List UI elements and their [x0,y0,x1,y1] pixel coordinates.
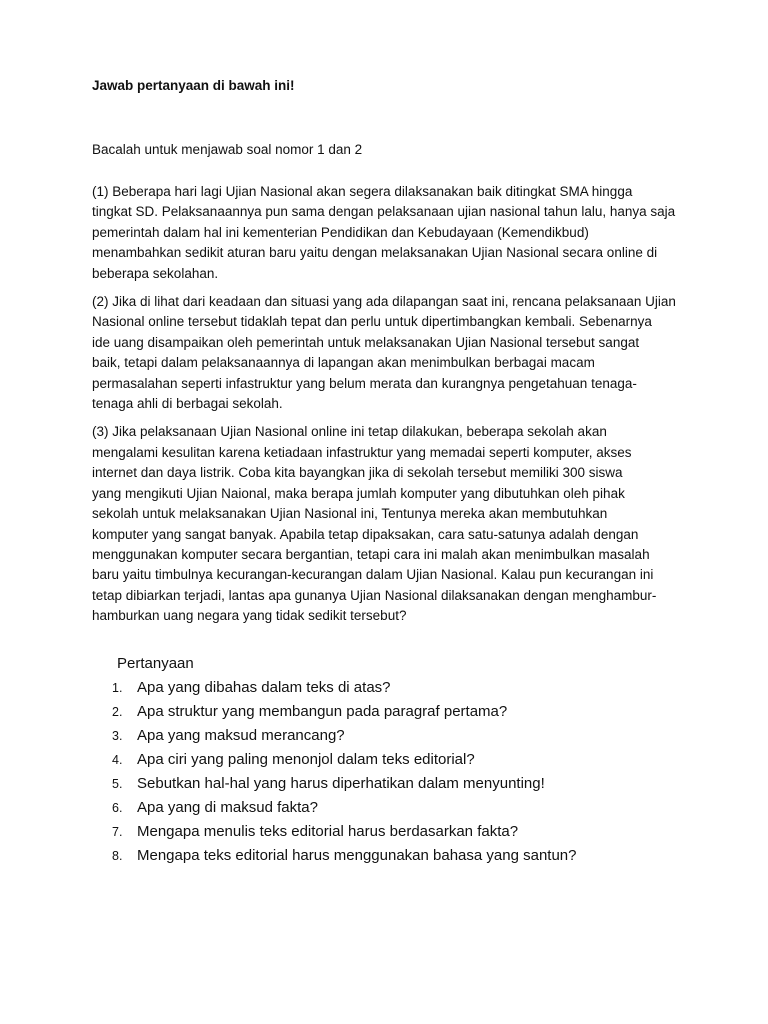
question-number: 2. [112,705,123,719]
question-item [112,844,672,868]
question-text: Mengapa menulis teks editorial harus berdasarkan fakta? [137,823,519,840]
paragraph-line: yang mengikuti Ujian Naional, maka berapa jumlah komputer yang dibutuhkan oleh pihak [92,485,625,501]
paragraph-1 [92,182,676,284]
question-section-title: Pertanyaan [117,655,194,672]
question-number: 4. [112,753,123,767]
paragraph-line: baik, tetapi dalam pelaksanaannya di lapangan akan menimbulkan berbagai macam [92,355,595,371]
paragraph-line: mengalami kesulitan karena ketiadaan infastruktur yang memadai seperti komputer, akses [92,444,632,460]
paragraph-line: (3) Jika pelaksanaan Ujian Nasional online ini tetap dilakukan, beberapa sekolah akan [92,424,607,440]
question-section [112,654,672,868]
question-number: 1. [112,681,123,695]
paragraph-line: internet dan daya listrik. Coba kita bayangkan jika di sekolah tersebut memiliki 300 siswa [92,465,623,481]
question-text: Sebutkan hal-hal yang harus diperhatikan dalam menyunting! [137,775,545,792]
question-text: Apa struktur yang membangun pada paragraf pertama? [137,703,508,720]
paragraph-line: beberapa sekolahan. [92,265,219,281]
question-number: 6. [112,801,123,815]
paragraph-line: menggunakan komputer secara bergantian, tetapi cara ini malah akan menimbulkan masalah [92,546,650,562]
paragraph-line: (2) Jika di lihat dari keadaan dan situasi yang ada dilapangan saat ini, rencana pelaksanaan Ujian [92,294,676,310]
paragraph-line: sekolah untuk melaksanakan Ujian Nasional ini, Tentunya mereka akan membutuhkan [92,506,608,522]
question-text: Apa yang maksud merancang? [137,727,345,744]
paragraph-line: ide uang disampaikan oleh pemerintah untuk melaksanakan Ujian Nasional tersebut sangat [92,334,640,350]
paragraph-line: pemerintah dalam hal ini kementerian Pendidikan dan Kebudayaan (Kemendikbud) [92,224,589,240]
paragraph-2 [92,292,676,414]
paragraph-line: baru yaitu timbulnya kecurangan-kecurangan dalam Ujian Nasional. Kalau pun kecurangan ini [92,567,654,583]
paragraph-line: permasalahan seperti infastruktur yang belum merata dan kurangnya pengetahuan tenaga- [92,375,637,391]
instruction-heading: Jawab pertanyaan di bawah ini! [92,78,295,93]
question-number: 8. [112,849,123,863]
question-item [112,772,672,796]
question-text: Apa ciri yang paling menonjol dalam teks editorial? [137,751,475,768]
paragraph-line: hamburkan uang negara yang tidak sedikit tersebut? [92,608,407,624]
question-item [112,796,672,820]
question-item [112,748,672,772]
paragraph-line: (1) Beberapa hari lagi Ujian Nasional akan segera dilaksanakan baik ditingkat SMA hingga [92,184,633,199]
question-list [112,676,672,868]
paragraph-line: komputer yang sangat banyak. Apabila tetap dipaksakan, cara satu-satunya adalah dengan [92,526,639,542]
question-text: Apa yang di maksud fakta? [137,799,318,816]
paragraph-line: tenaga ahli di berbagai sekolah. [92,396,283,412]
question-item [112,820,672,844]
question-number: 3. [112,729,123,743]
question-number: 7. [112,825,123,839]
paragraph-line: tingkat SD. Pelaksanaannya pun sama dengan pelaksanaan ujian nasional tahun lalu, hanya saja [92,204,676,220]
reading-instruction: Bacalah untuk menjawab soal nomor 1 dan 2 [92,142,363,157]
paragraph-line: menambahkan sedikit aturan baru yaitu dengan melaksanakan Ujian Nasional secara online di [92,245,658,261]
paragraph-line: tetap dibiarkan terjadi, lantas apa gunanya Ujian Nasional dilaksanakan dengan menghambur- [92,587,657,603]
question-item [112,676,672,700]
question-number: 5. [112,777,123,791]
question-item [112,724,672,748]
paragraph-3 [92,422,672,626]
question-text: Apa yang dibahas dalam teks di atas? [137,679,391,696]
question-text: Mengapa teks editorial harus menggunakan bahasa yang santun? [137,847,577,864]
question-item [112,700,672,724]
paragraph-line: Nasional online tersebut tidaklah tepat dan perlu untuk dipertimbangkan kembali. Sebenarnya [92,314,652,330]
editorial-text [92,182,676,635]
